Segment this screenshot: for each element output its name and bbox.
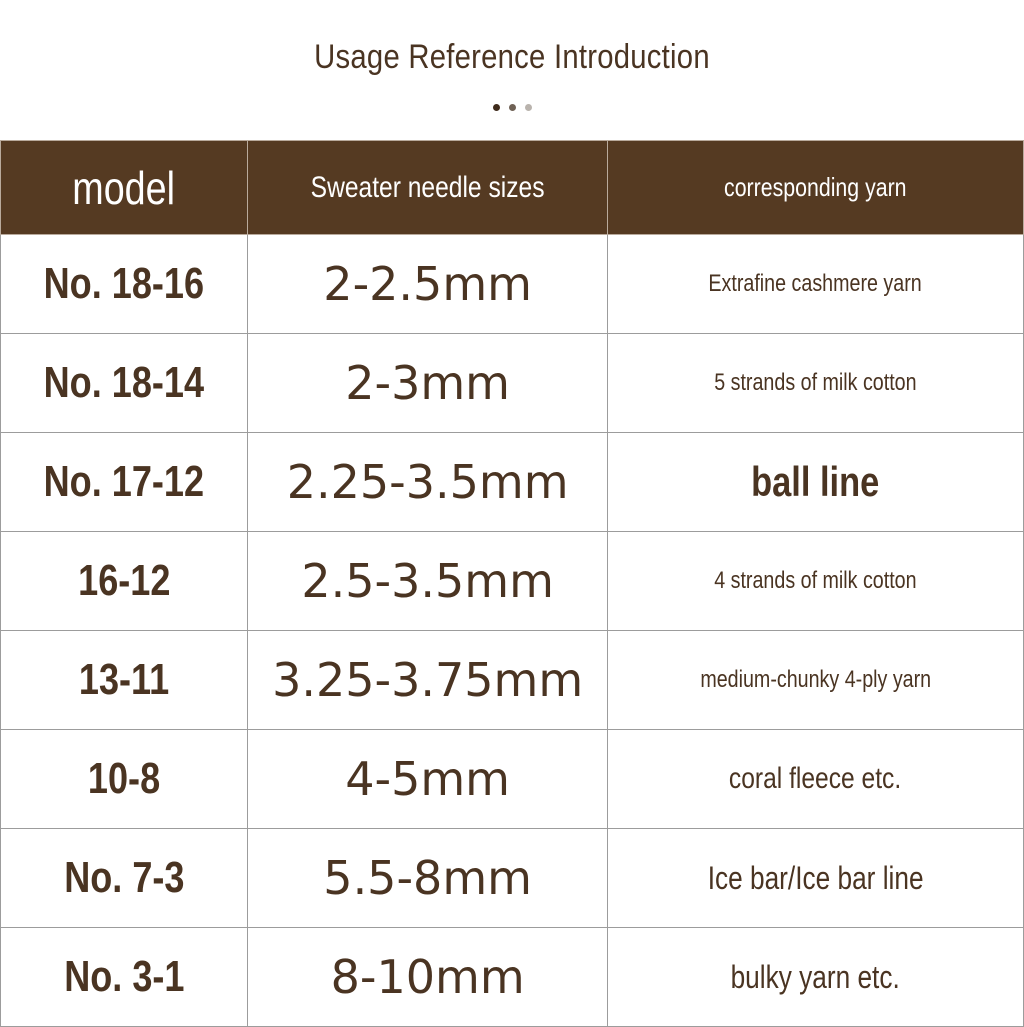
- model-cell: 13-11: [1, 631, 248, 730]
- table-row: [1, 829, 1024, 928]
- yarn-cell: Ice bar/Ice bar line: [608, 829, 1024, 928]
- yarn-cell: Extrafine cashmere yarn: [608, 235, 1024, 334]
- yarn-cell: 5 strands of milk cotton: [608, 334, 1024, 433]
- needle-size-cell: 2.25-3.5mm: [248, 433, 608, 532]
- yarn-cell: coral fleece etc.: [608, 730, 1024, 829]
- table-row: [1, 235, 1024, 334]
- table-row: [1, 334, 1024, 433]
- table-row: [1, 433, 1024, 532]
- yarn-cell: bulky yarn etc.: [608, 928, 1024, 1027]
- model-cell: No. 18-14: [1, 334, 248, 433]
- table-row: [1, 532, 1024, 631]
- model-cell: 16-12: [1, 532, 248, 631]
- model-cell: No. 18-16: [1, 235, 248, 334]
- header-corresponding-yarn: corresponding yarn: [608, 141, 1024, 235]
- carousel-dot-1[interactable]: [493, 104, 500, 111]
- table-row: [1, 730, 1024, 829]
- model-cell: 10-8: [1, 730, 248, 829]
- carousel-indicator[interactable]: [0, 104, 1024, 111]
- model-cell: No. 7-3: [1, 829, 248, 928]
- page-title: Usage Reference Introduction: [314, 38, 710, 76]
- model-cell: No. 3-1: [1, 928, 248, 1027]
- needle-size-cell: 2.5-3.5mm: [248, 532, 608, 631]
- needle-size-table: [0, 140, 1024, 1027]
- carousel-dot-2[interactable]: [509, 104, 516, 111]
- yarn-cell: 4 strands of milk cotton: [608, 532, 1024, 631]
- needle-size-cell: 4-5mm: [248, 730, 608, 829]
- carousel-dot-3[interactable]: [525, 104, 532, 111]
- table-row: [1, 928, 1024, 1027]
- needle-size-cell: 5.5-8mm: [248, 829, 608, 928]
- yarn-cell: medium-chunky 4-ply yarn: [608, 631, 1024, 730]
- needle-size-cell: 2-3mm: [248, 334, 608, 433]
- header-model: model: [1, 141, 248, 235]
- needle-size-cell: 2-2.5mm: [248, 235, 608, 334]
- needle-size-cell: 8-10mm: [248, 928, 608, 1027]
- table-header-row: [1, 141, 1024, 235]
- model-cell: No. 17-12: [1, 433, 248, 532]
- needle-size-cell: 3.25-3.75mm: [248, 631, 608, 730]
- table-row: [1, 631, 1024, 730]
- header-needle-sizes: Sweater needle sizes: [248, 141, 608, 235]
- yarn-cell: ball line: [608, 433, 1024, 532]
